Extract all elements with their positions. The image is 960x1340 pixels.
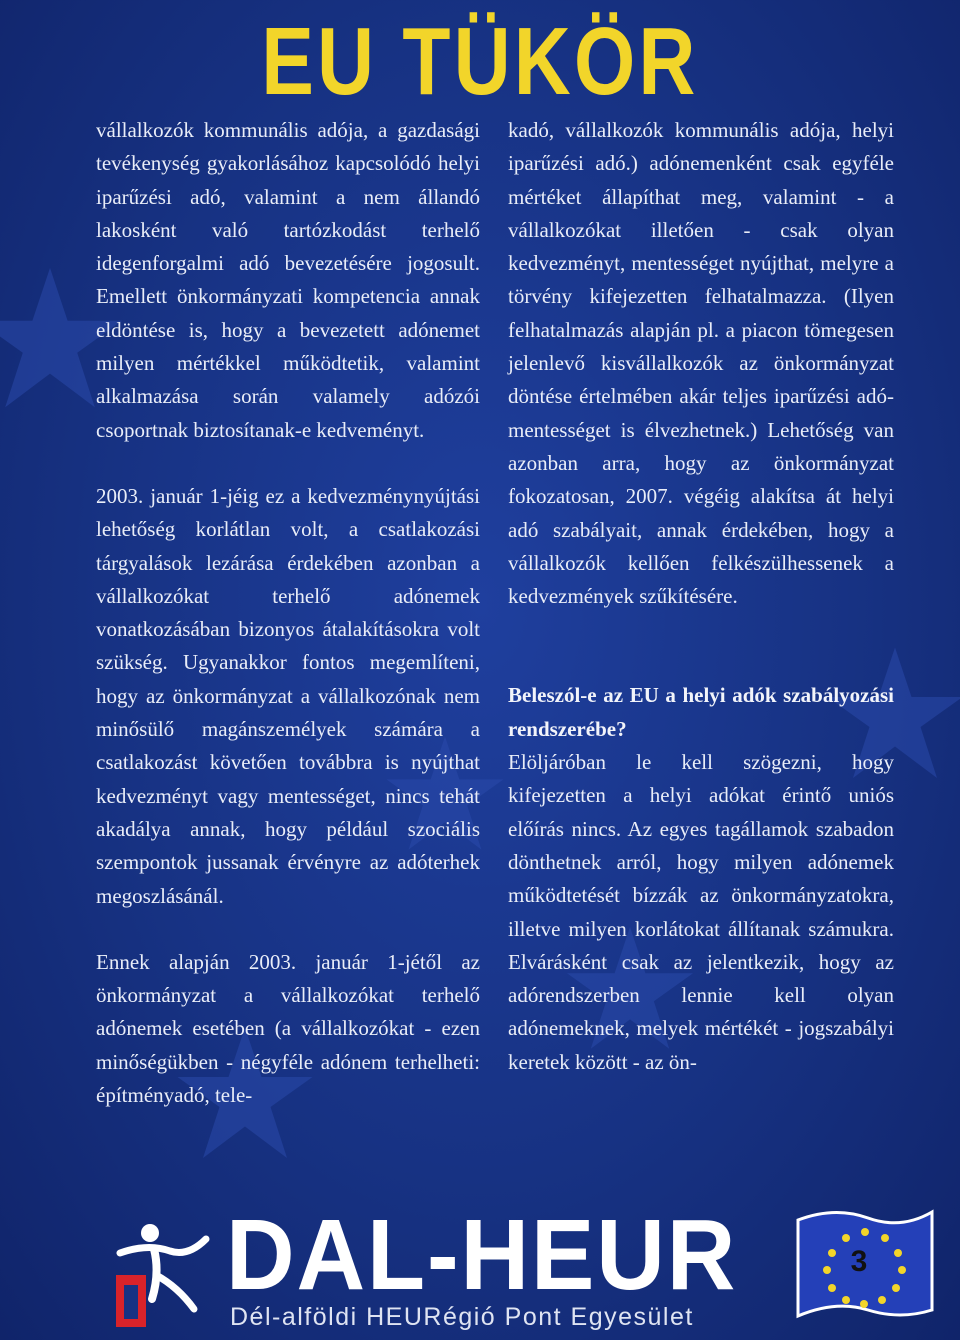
runner-logo-icon [108,1213,218,1333]
right-column [508,114,894,1079]
right-paragraph-1: kadó, vállalkozók kommunális adója, helyi iparűzési adó.) adónemenként csak egyféle mértéket állapíthat meg, valamint - a vállalkozókat illetően - csak olyan kedvezményt, mentességet nyújthat, melyre a törvény kifejezetten felhatalmazza. (Ilyen felhatalmazás alapján pl. a piacon tömegesen jelenlevő kisvállalkozók az önkormányzat döntése értelmében akár teljes iparűzési adó-mentességet is élvezhetnek.) Lehetőség van azonban arra, hogy az önkormányzat fokozatosan, 2007. végéig alakítsa át helyi adó szabályait, annak érdekében, hogy a vállalkozók kellően felkészülhessenek a kedvezmények szűkítésére. [508,118,894,609]
left-paragraph-1: vállalkozók kommunális adója, a gazdasági tevékenység gyakorlásához kapcsolódó helyi iparűzési adó, valamint a nem állandó lakosként való tartózkodást terhelő idegenforgalmi adó bevezetésére jogosult. Emellett önkormányzati kompetencia annak eldöntése is, hogy a bevezetett adónemet milyen mértékkel működtetik, valamint alkalmazása során valamely adózói csoportnak biztosítanak-e kedveményt. [96,118,480,442]
logo-subtitle: Dél-alföldi HEURégió Pont Egyesület [230,1303,694,1331]
left-paragraph-2: 2003. január 1-jéig ez a kedvezménynyújtási lehetőség korlátlan volt, a csatlakozási tárgyalások lezárása érdekében azonban a vállalkozókat terhelő adónemek vonatkozásában bizonyos átalakításokra volt szükség. Ugyanakkor fontos megemlíteni, hogy az önkormányzat a vállalkozónak nem minősülő magánszemélyek számára a csatlakozást követően továbbra is nyújthat kedvezményt vagy mentességet, nincs tehát akadálya annak, hogy például szociális szempontok jussanak érvényre az adóterhek megoszlásánál. [96,483,480,908]
left-column [96,114,480,1112]
dal-heur-logo [108,1199,768,1333]
masthead-title: EU TÜKÖR [261,8,699,115]
page-number: 3 [850,1245,868,1278]
logo-title: DAL-HEUR [226,1199,738,1311]
section-heading: Beleszól-e az EU a helyi adók szabályozási rendszerébe? [508,683,894,741]
left-paragraph-3: Ennek alapján 2003. január 1-jétől az önkormányzat a vállalkozókat terhelő adónemek esetében (a vállalkozókat - ezen minőségükben - négyféle adónem terhelheti: építményadó, tele- [96,949,480,1108]
right-paragraph-2: Elöljáróban le kell szögezni, hogy kifejezetten a helyi adókat érintő uniós előírás nincs. Az egyes tagállamok szabadon dönthetnek arról, hogy milyen adónemek működtetését bízzák az önkormányzatokra, illetve milyen korlátokat állítanak számukra. Elvárásként csak az jelentkezik, hogy az adórendszerben lennie kell olyan adónemeknek, melyek mértékét - jogszabályi keretek között - az ön- [508,750,894,1074]
